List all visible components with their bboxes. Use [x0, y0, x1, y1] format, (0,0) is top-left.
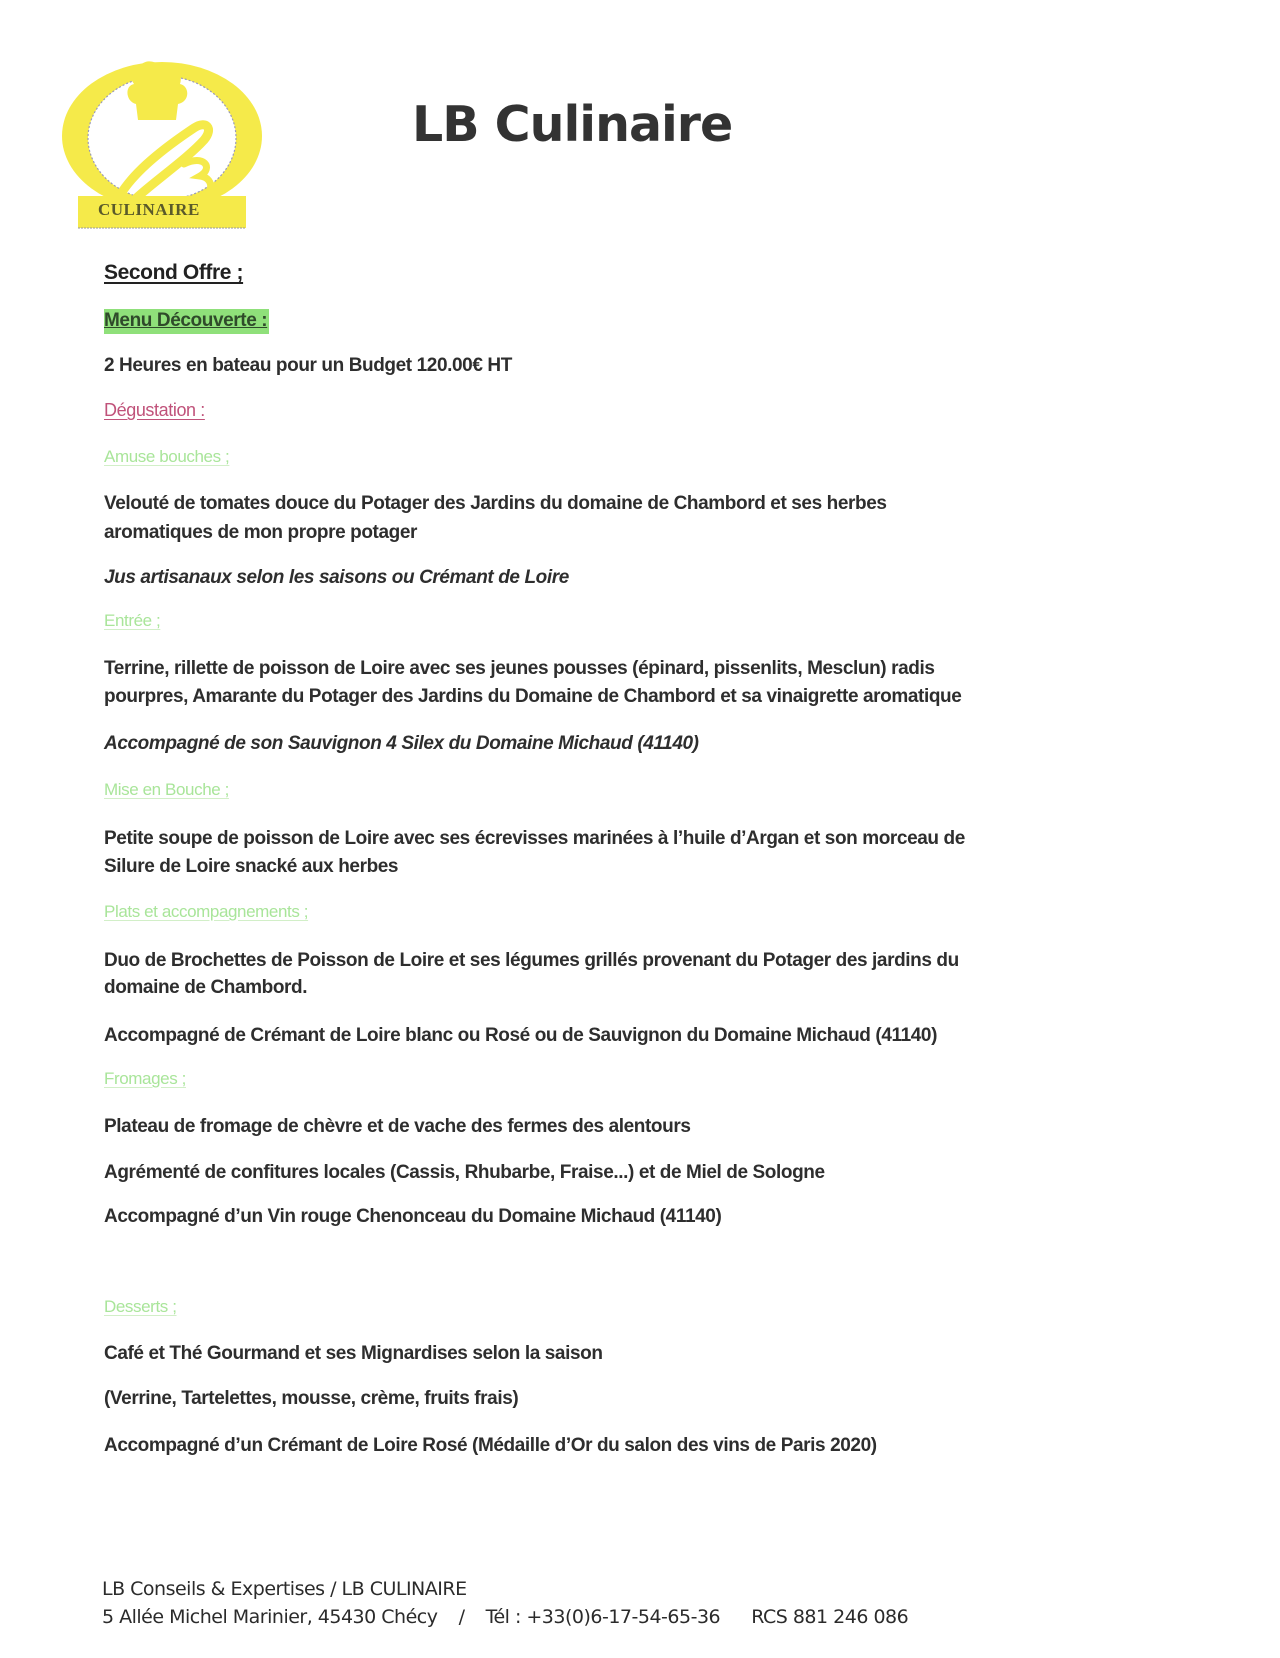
course-line: Silure de Loire snacké aux herbes	[104, 856, 399, 877]
footer-company: LB Conseils & Expertises / LB CULINAIRE	[102, 1578, 467, 1600]
course-label-plats: Plats et accompagnements ;	[104, 902, 309, 921]
footer-address: 5 Allée Michel Marinier, 45430 Chécy	[102, 1606, 438, 1628]
footer-contact	[102, 1606, 908, 1628]
course-line: aromatiques de mon propre potager	[104, 522, 418, 543]
footer-phone: Tél : +33(0)6-17-54-65-36	[485, 1606, 721, 1628]
course-line: domaine de Chambord.	[104, 977, 308, 998]
course-pairing: Jus artisanaux selon les saisons ou Crémant de Loire	[104, 567, 569, 588]
course-label-desserts: Desserts ;	[104, 1297, 177, 1316]
lb-culinaire-logo	[54, 58, 278, 238]
course-line: Petite soupe de poisson de Loire avec ses écrevisses marinées à l’huile d’Argan et son morceau de	[104, 828, 965, 849]
course-line: (Verrine, Tartelettes, mousse, crème, fruits frais)	[104, 1388, 519, 1409]
page-title: LB Culinaire	[412, 96, 733, 153]
menu-title: Menu Découverte :	[104, 309, 269, 334]
offer-heading: Second Offre ;	[104, 261, 244, 284]
course-label-mise-en-bouche: Mise en Bouche ;	[104, 780, 229, 799]
course-label-fromages: Fromages ;	[104, 1069, 186, 1088]
course-label-entree: Entrée ;	[104, 611, 161, 630]
course-line: Agrémenté de confitures locales (Cassis, Rhubarbe, Fraise...) et de Miel de Sologne	[104, 1162, 825, 1183]
footer-rcs: RCS 881 246 086	[751, 1606, 909, 1628]
course-line: Terrine, rillette de poisson de Loire avec ses jeunes pousses (épinard, pissenlits, Mesclun) radis	[104, 658, 935, 679]
course-line: pourpres, Amarante du Potager des Jardins du Domaine de Chambord et sa vinaigrette aromatique	[104, 686, 962, 707]
course-pairing: Accompagné de Crémant de Loire blanc ou Rosé ou de Sauvignon du Domaine Michaud (41140)	[104, 1025, 938, 1046]
degustation-label: Dégustation :	[104, 400, 205, 420]
course-pairing: Accompagné de son Sauvignon 4 Silex du Domaine Michaud (41140)	[104, 733, 699, 754]
logo-banner-text: CULINAIRE	[98, 200, 200, 219]
course-line: Velouté de tomates douce du Potager des Jardins du domaine de Chambord et ses herbes	[104, 493, 887, 514]
course-pairing: Accompagné d’un Vin rouge Chenonceau du Domaine Michaud (41140)	[104, 1206, 722, 1227]
course-pairing: Accompagné d’un Crémant de Loire Rosé (Médaille d’Or du salon des vins de Paris 2020)	[104, 1435, 877, 1456]
course-line: Café et Thé Gourmand et ses Mignardises selon la saison	[104, 1343, 603, 1364]
footer-separator: /	[458, 1606, 465, 1628]
budget-line: 2 Heures en bateau pour un Budget 120.00€ HT	[104, 355, 512, 376]
course-line: Duo de Brochettes de Poisson de Loire et ses légumes grillés provenant du Potager des jardins du	[104, 950, 959, 971]
course-line: Plateau de fromage de chèvre et de vache des fermes des alentours	[104, 1116, 691, 1137]
course-label-amuse-bouches: Amuse bouches ;	[104, 447, 230, 466]
